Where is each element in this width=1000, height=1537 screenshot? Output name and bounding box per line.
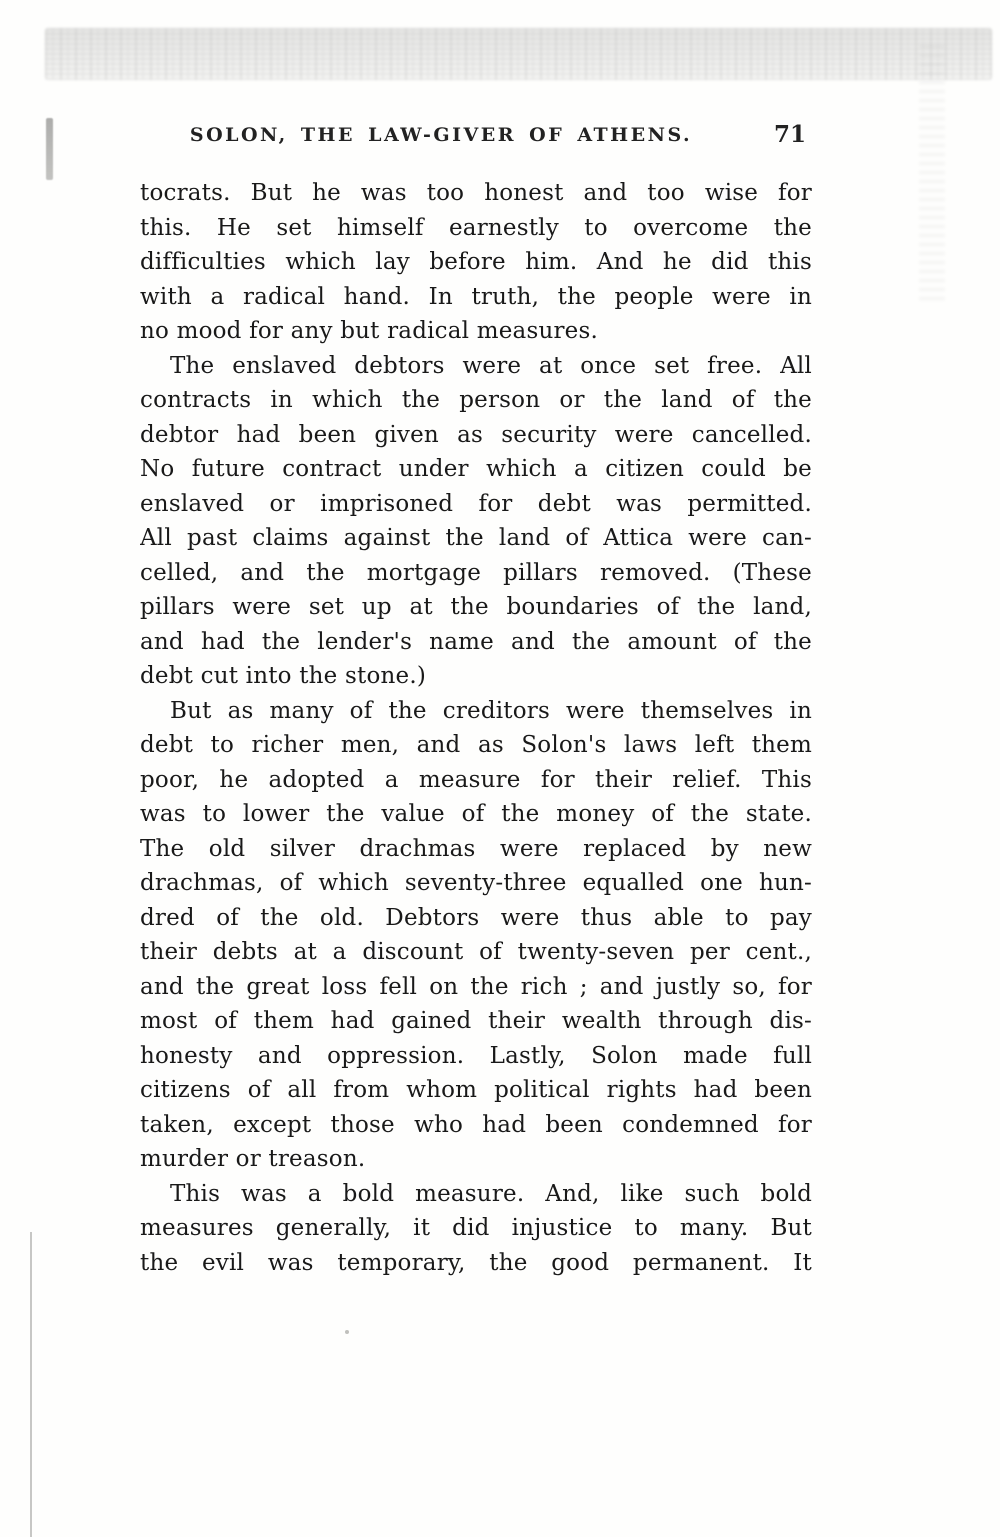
paragraph [140,349,812,694]
text-line: and the great loss fell on the rich ; and justly so, for [140,973,812,1000]
text-line: most of them had gained their wealth through dis- [140,1008,812,1034]
text-line: difficulties which lay before him. And he did this [140,249,812,275]
text-line: the evil was temporary, the good permanent. It [140,1249,812,1276]
text-line: citizens of all from whom political rights had been [140,1077,812,1103]
text-line: tocrats. But he was too honest and too wise for [140,180,812,206]
paragraph [140,176,812,349]
text-line: measures generally, it did injustice to many. But [140,1215,812,1241]
text-line: The old silver drachmas were replaced by new [140,835,812,862]
text-line: pillars were set up at the boundaries of the land, [140,594,812,620]
scan-mark [46,118,53,180]
text-line: honesty and oppression. Lastly, Solon made full [140,1042,812,1069]
scan-noise-band [45,28,992,80]
text-line: their debts at a discount of twenty-seven per cent., [140,939,812,965]
paragraph [140,1177,812,1281]
text-line: enslaved or imprisoned for debt was permitted. [140,490,812,517]
text-line: But as many of the creditors were themselves in [170,697,812,724]
text-line: No future contract under which a citizen could be [140,456,812,482]
page-number: 71 [773,121,806,148]
scan-smudge [919,40,945,300]
text-line: The enslaved debtors were at once set free. All [170,352,812,379]
header-title: SOLON, THE LAW-GIVER OF ATHENS. [189,124,693,146]
text-line: contracts in which the person or the land of the [140,387,812,413]
paragraph [140,694,812,1177]
text-line: this. He set himself earnestly to overcome the [140,214,812,241]
text-block [140,176,812,1280]
text-line: taken, except those who had been condemned for [140,1111,812,1138]
text-line: debt cut into the stone.) [140,663,427,689]
text-line: debtor had been given as security were cancelled. [140,421,812,448]
text-line: and had the lender's name and the amount of the [140,628,812,655]
text-line: All past claims against the land of Attica were can- [140,525,812,551]
text-line: This was a bold measure. And, like such bold [170,1180,812,1207]
text-line: poor, he adopted a measure for their relief. This [140,766,812,793]
text-line: murder or treason. [140,1146,366,1172]
text-line: with a radical hand. In truth, the people were in [140,283,812,310]
text-line: was to lower the value of the money of the state. [140,801,812,827]
page-header [140,121,812,154]
text-line: drachmas, of which seventy-three equalled one hun- [140,870,812,896]
text-line: celled, and the mortgage pillars removed. (These [140,559,812,586]
scan-vertical-line [30,1232,32,1537]
scan-dot [345,1330,349,1334]
text-line: no mood for any but radical measures. [140,318,599,344]
text-line: debt to richer men, and as Solon's laws left them [140,732,812,758]
text-line: dred of the old. Debtors were thus able to pay [140,904,812,931]
